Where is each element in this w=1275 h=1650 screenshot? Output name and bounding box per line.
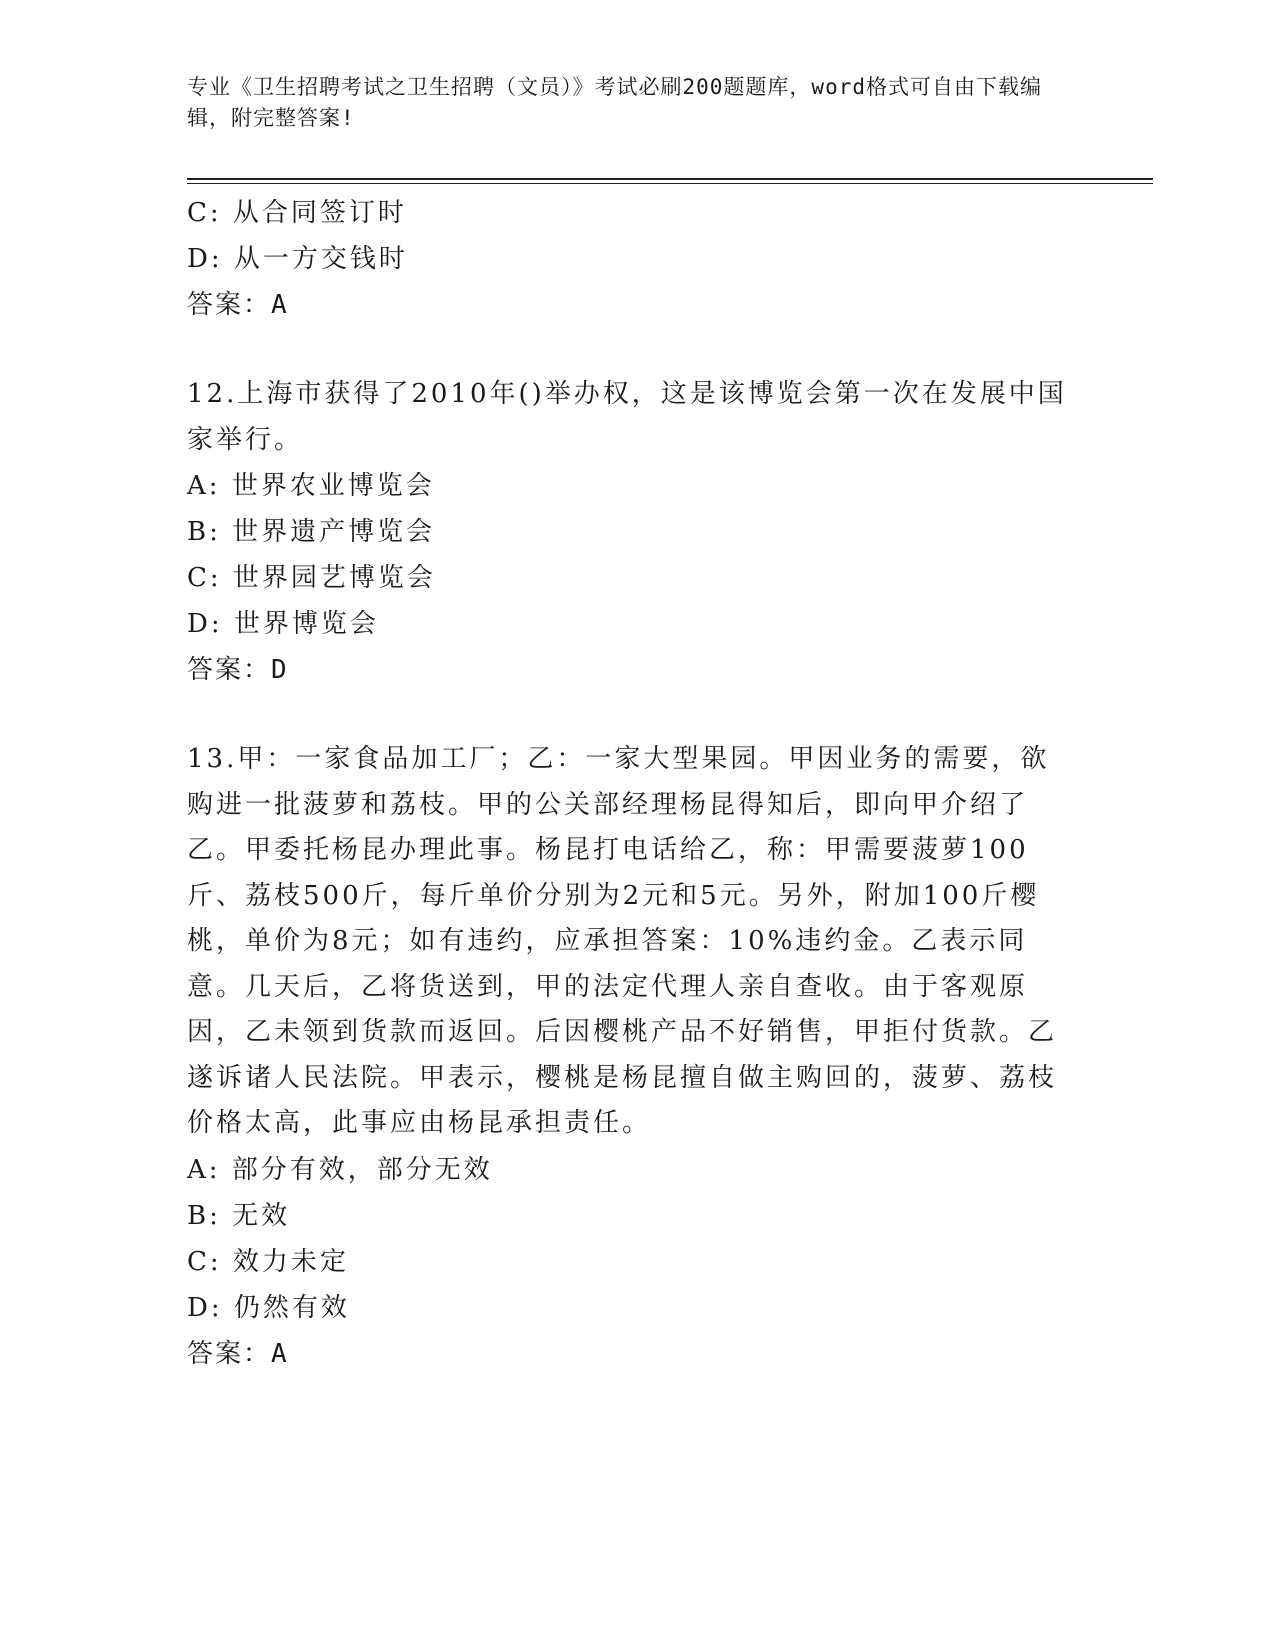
spacer xyxy=(187,328,1067,372)
q13-option-c: C: 效力未定 xyxy=(187,1246,349,1277)
header-rule-thin xyxy=(187,183,1153,184)
q12-option-a: A: 世界农业博览会 xyxy=(187,471,435,501)
q13-answer: 答案：A xyxy=(187,1338,289,1369)
q12-option-d: D: 世界博览会 xyxy=(187,609,379,639)
q11-option-d: D: 从一方交钱时 xyxy=(187,244,408,274)
q12-option-b: B: 世界遗产博览会 xyxy=(187,517,436,547)
q12-answer: 答案：D xyxy=(187,655,289,685)
q11-answer: 答案：A xyxy=(187,290,289,320)
q13-stem: 13.甲：一家食品加工厂；乙：一家大型果园。甲因业务的需要，欲购进一批菠萝和荔枝。甲的公关部经理杨昆得知后，即向甲介绍了乙。甲委托杨昆办理此事。杨昆打电话给乙，称：甲需要菠萝100斤、荔枝500斤，每斤单价分别为2元和5元。另外，附加100斤樱桃，单价为8元；如有违约，应承担答案：10%违约金。乙表示同意。几天后，乙将货送到，甲的法定代理人亲自查收。由于客观原因，乙未领到货款而返回。后因樱桃产品不好销售，甲拒付货款。乙遂诉诸人民法院。甲表示，樱桃是杨昆擅自做主购回的，菠萝、荔枝价格太高，此事应由杨昆承担责任。 xyxy=(187,744,1058,1138)
q12-option-c: C: 世界园艺博览会 xyxy=(187,563,436,593)
q11-option-c: C: 从合同签订时 xyxy=(187,198,407,228)
spacer xyxy=(187,693,1067,737)
document-header: 专业《卫生招聘考试之卫生招聘（文员）》考试必刷200题题库，word格式可自由下载编辑，附完整答案! xyxy=(187,75,1042,130)
q13-option-a: A: 部分有效，部分无效 xyxy=(187,1154,493,1185)
q13-option-b: B: 无效 xyxy=(187,1200,291,1231)
document-body xyxy=(187,190,1067,1377)
header-rule-thick xyxy=(187,178,1153,180)
q13-option-d: D: 仍然有效 xyxy=(187,1292,350,1323)
q12-stem: 12.上海市获得了2010年()举办权，这是该博览会第一次在发展中国家举行。 xyxy=(187,379,1067,455)
